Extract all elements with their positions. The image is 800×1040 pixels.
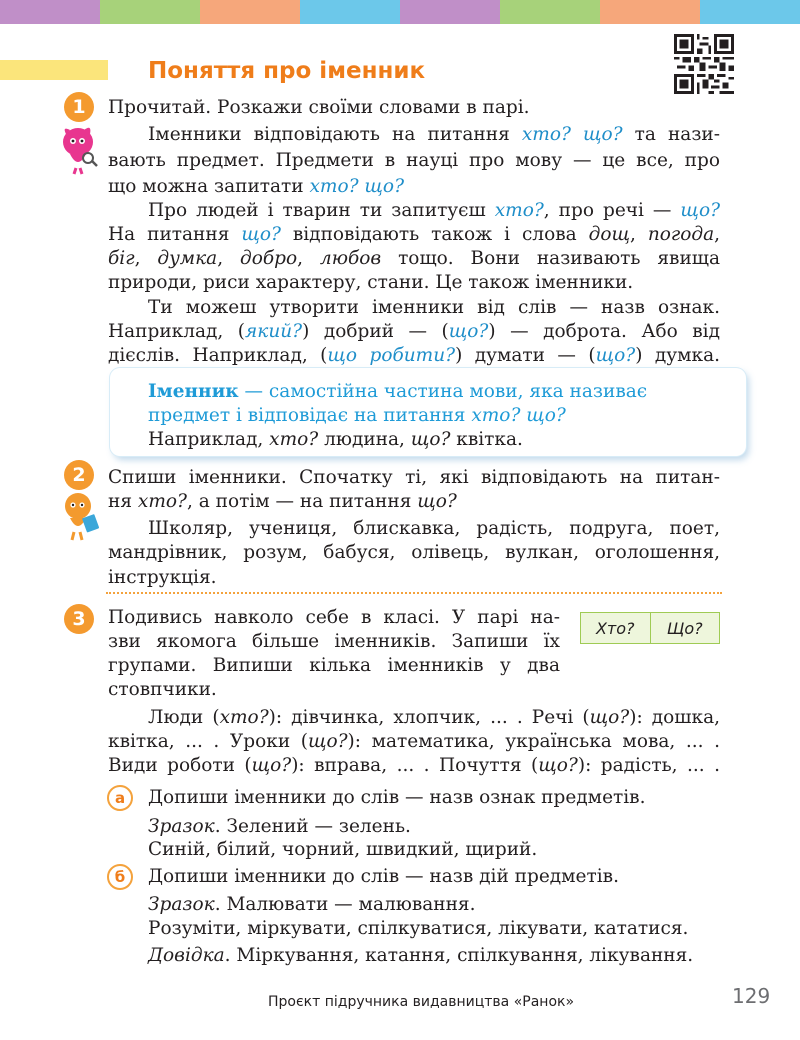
ex3-line: Види роботи (що?): вправа, ... . Почуття (що?): радість, ... . xyxy=(108,755,720,776)
subtask-b-hint: Довідка. Міркування, катання, спілкування, лікування. xyxy=(148,945,694,966)
ex1-line: що можна запитати хто? що? xyxy=(108,176,404,197)
subtask-b-words: Розуміти, міркувати, спілкуватися, лікувати, кататися. xyxy=(148,918,689,939)
ex2-line: мандрівник, розум, бабуся, олівець, вулкан, оголошення, xyxy=(108,542,720,563)
stripe-segment xyxy=(100,0,200,24)
top-color-stripe xyxy=(0,0,800,24)
definition-line: предмет і відповідає на питання хто? що? xyxy=(148,405,566,426)
ex1-line: На питання що? відповідають також і слова дощ, погода, xyxy=(108,224,720,245)
page-title: Поняття про іменник xyxy=(148,58,426,84)
question-table xyxy=(580,612,720,644)
definition-line: Іменник — самостійна частина мови, яка називає xyxy=(148,381,648,402)
stripe-segment xyxy=(200,0,300,24)
question-what-cell: Що? xyxy=(666,618,703,638)
stripe-segment xyxy=(300,0,400,24)
ex1-line: природи, риси характеру, стани. Це також іменники. xyxy=(108,272,634,293)
section-divider xyxy=(106,592,722,594)
publisher-note: Проєкт підручника видавництва «Ранок» xyxy=(268,994,575,1010)
ex3-intro-line: зви якомога більше іменників. Запиши їх xyxy=(108,631,560,652)
subtask-b-label: б xyxy=(107,864,133,890)
page-number: 129 xyxy=(732,984,771,1008)
subtask-b-task: Допиши іменники до слів — назв дій предметів. xyxy=(148,866,619,887)
title-accent-band xyxy=(0,60,108,80)
subtask-a-task: Допиши іменники до слів — назв ознак предметів. xyxy=(148,787,646,808)
ex2-line: ня хто?, а потім — на питання що? xyxy=(108,491,457,512)
definition-example: Наприклад, хто? людина, що? квітка. xyxy=(148,429,523,450)
subtask-b-sample: Зразок. Малювати — малювання. xyxy=(148,894,476,915)
stripe-segment xyxy=(700,0,800,24)
ex3-line: квітка, ... . Уроки (що?): математика, українська мова, ... . xyxy=(108,731,720,752)
ex1-line: Прочитай. Розкажи своїми словами в парі. xyxy=(108,97,530,118)
ex2-line: Школяр, учениця, блискавка, радість, подруга, поет, xyxy=(148,518,720,539)
ex3-intro-line: Подивись навколо себе в класі. У парі на- xyxy=(108,607,560,628)
exercise-3-number: 3 xyxy=(64,604,94,634)
stripe-segment xyxy=(500,0,600,24)
ex1-line: Ти можеш утворити іменники від слів — назв ознак. xyxy=(148,297,720,318)
ex2-line: Спиши іменники. Спочатку ті, які відповідають на питан- xyxy=(108,467,720,488)
stripe-segment xyxy=(600,0,700,24)
ex1-line: біг, думка, добро, любов тощо. Вони називають явища xyxy=(108,248,721,269)
ex1-line: вають предмет. Предмети в науці про мову — це все, про xyxy=(108,150,720,171)
subtask-a-words: Синій, білий, чорний, швидкий, щирий. xyxy=(148,839,538,860)
pink-mascot-magnifier-icon xyxy=(58,124,100,176)
ex3-intro-line: стовпчики. xyxy=(108,679,217,700)
ex1-line: Іменники відповідають на питання хто? що? та нази- xyxy=(148,124,721,145)
ex1-line: дієслів. Наприклад, (що робити?) думати — (що?) думка. xyxy=(108,345,720,366)
subtask-a-label: а xyxy=(107,785,133,811)
stripe-segment xyxy=(0,0,100,24)
question-who-cell: Хто? xyxy=(581,613,651,643)
ex1-line: Про людей і тварин ти запитуєш хто?, про речі — що? xyxy=(148,200,720,221)
exercise-1-number: 1 xyxy=(64,92,94,122)
ex1-line: Наприклад, (який?) добрий — (що?) — доброта. Або від xyxy=(108,321,720,342)
ex3-line: Люди (хто?): дівчинка, хлопчик, ... . Речі (що?): дошка, xyxy=(148,707,720,728)
exercise-2-number: 2 xyxy=(64,460,94,490)
stripe-segment xyxy=(400,0,500,24)
subtask-a-sample: Зразок. Зелений — зелень. xyxy=(148,816,411,837)
ex3-intro-line: групами. Випиши кілька іменників у два xyxy=(108,655,560,676)
ex2-line: інструкція. xyxy=(108,567,217,588)
orange-mascot-notebook-icon xyxy=(60,490,102,542)
qr-code-icon[interactable] xyxy=(674,34,734,94)
